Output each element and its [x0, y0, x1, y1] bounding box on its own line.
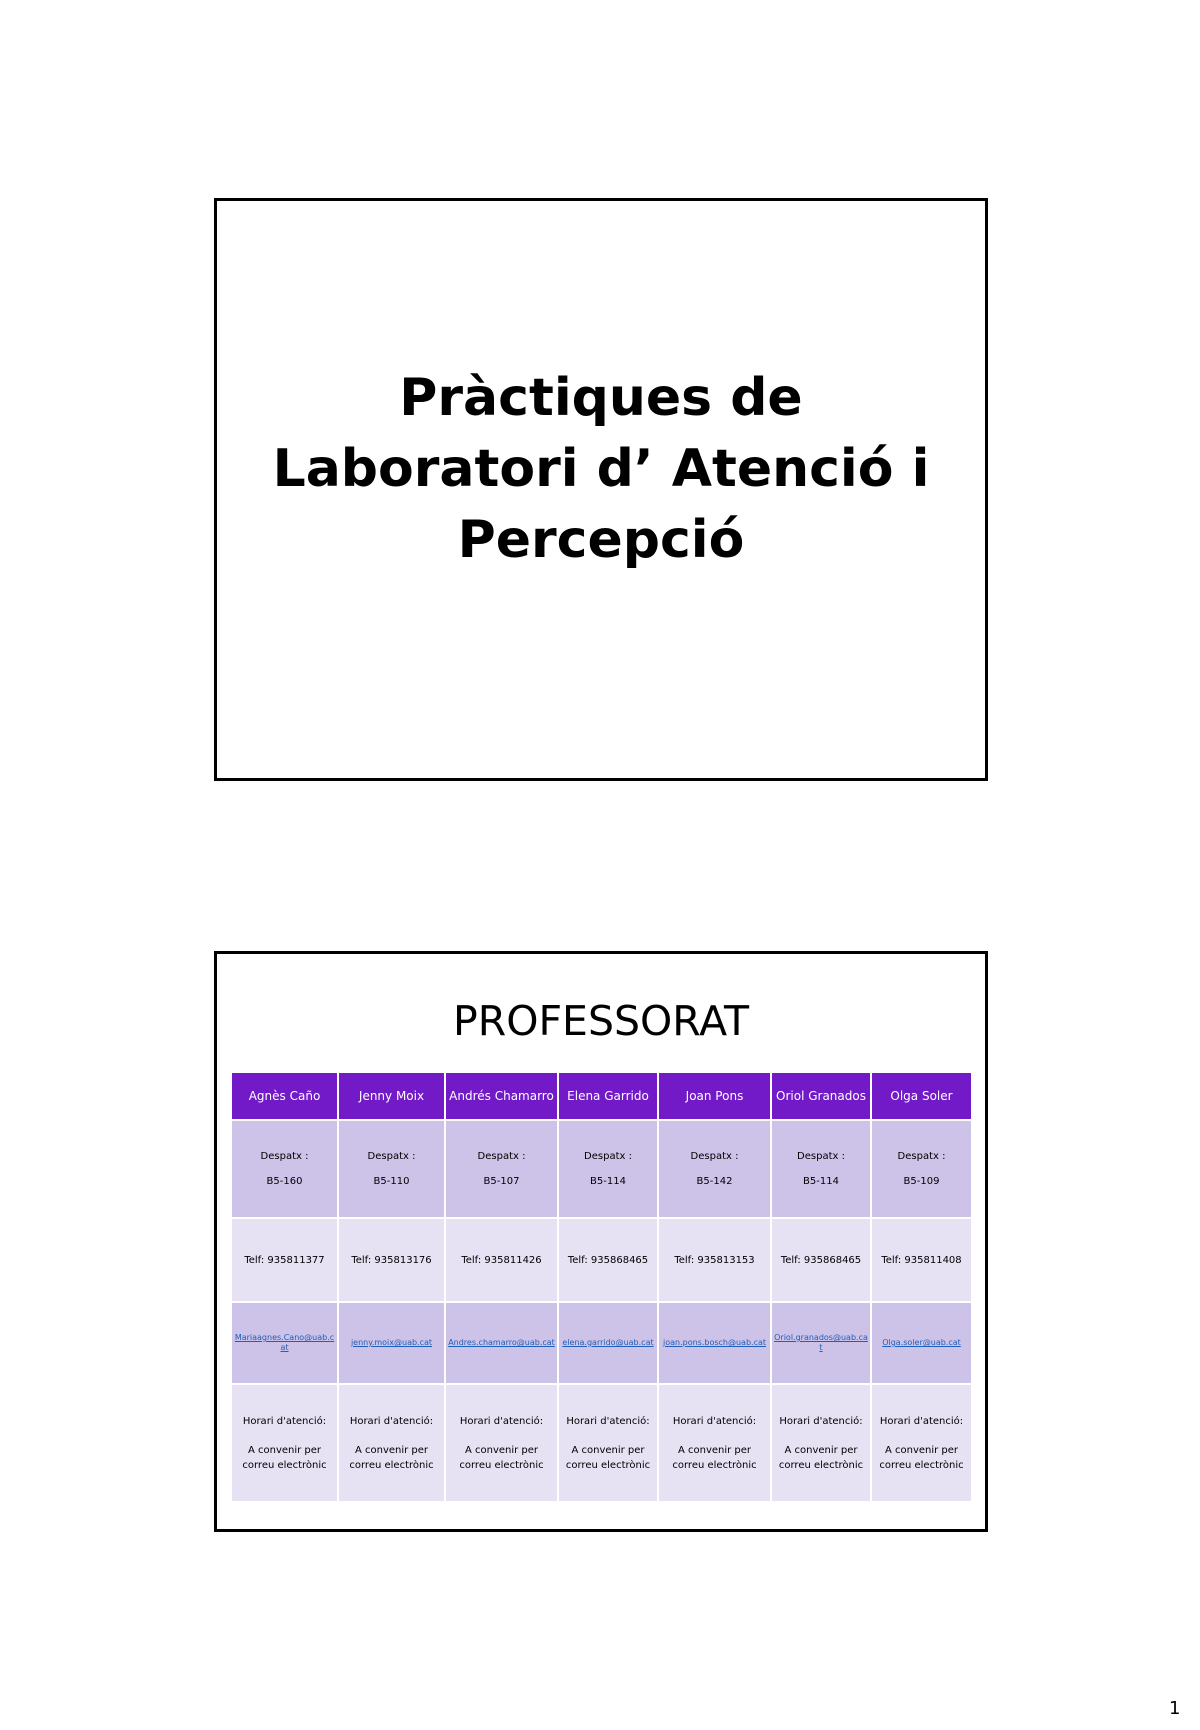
- office-cell: [658, 1120, 771, 1218]
- hours-value: A convenir per: [247, 1444, 322, 1456]
- title-line: Laboratori d’ Atenció i: [272, 439, 930, 499]
- email-link[interactable]: joan.pons.bosch@uab.cat: [662, 1338, 767, 1347]
- header-cell: Andrés Chamarro: [445, 1072, 558, 1120]
- hours-cell: [558, 1384, 658, 1502]
- email-link[interactable]: Andres.chamarro@uab.cat: [448, 1338, 555, 1347]
- email-link[interactable]: Olga.soler@uab.cat: [882, 1338, 961, 1347]
- hours-value: correu electrònic: [459, 1459, 544, 1471]
- header-cell: Elena Garrido: [558, 1072, 658, 1120]
- hours-value: A convenir per: [354, 1444, 429, 1456]
- email-link[interactable]: elena.garrido@uab.cat: [562, 1338, 654, 1347]
- office-label: Despatx :: [897, 1151, 946, 1162]
- hours-cell: [445, 1384, 558, 1502]
- header-cell: Agnès Caño: [231, 1072, 338, 1120]
- title-line: Pràctiques de: [399, 368, 803, 428]
- header-cell: Olga Soler: [871, 1072, 972, 1120]
- hours-label: Horari d'atenció:: [566, 1415, 650, 1427]
- header-cell: Oriol Granados: [771, 1072, 871, 1120]
- office-cell: [771, 1120, 871, 1218]
- office-cell: [231, 1120, 338, 1218]
- phone-cell: Telf: 935811408: [871, 1218, 972, 1302]
- hours-label: Horari d'atenció:: [242, 1415, 327, 1427]
- hours-value: A convenir per: [571, 1444, 645, 1456]
- hours-label: Horari d'atenció:: [349, 1415, 434, 1427]
- header-cell: Jenny Moix: [338, 1072, 445, 1120]
- email-cell: [231, 1302, 338, 1384]
- email-cell: [558, 1302, 658, 1384]
- hours-label: Horari d'atenció:: [459, 1415, 544, 1427]
- office-label: Despatx :: [584, 1151, 632, 1162]
- hours-value: A convenir per: [884, 1444, 959, 1456]
- office-label: Despatx :: [367, 1151, 416, 1162]
- office-label: Despatx :: [797, 1151, 845, 1162]
- email-cell: [338, 1302, 445, 1384]
- office-label: Despatx :: [477, 1151, 526, 1162]
- email-cell: [871, 1302, 972, 1384]
- hours-cell: [871, 1384, 972, 1502]
- office-value: B5-160: [266, 1176, 303, 1187]
- page-number: 1: [1169, 1698, 1181, 1719]
- phone-cell: Telf: 935868465: [558, 1218, 658, 1302]
- hours-label: Horari d'atenció:: [779, 1415, 863, 1427]
- office-cell: [871, 1120, 972, 1218]
- office-cell: [445, 1120, 558, 1218]
- phone-row: [231, 1218, 972, 1302]
- email-row: [231, 1302, 972, 1384]
- office-value: B5-114: [590, 1176, 626, 1187]
- title-line: Percepció: [457, 510, 745, 570]
- hours-value: correu electrònic: [879, 1459, 964, 1471]
- hours-value: correu electrònic: [672, 1459, 757, 1471]
- hours-label: Horari d'atenció:: [672, 1415, 757, 1427]
- header-cell: Joan Pons: [658, 1072, 771, 1120]
- hours-cell: [338, 1384, 445, 1502]
- hours-cell: [658, 1384, 771, 1502]
- office-cell: [338, 1120, 445, 1218]
- office-label: Despatx :: [260, 1151, 309, 1162]
- hours-cell: [231, 1384, 338, 1502]
- office-label: Despatx :: [690, 1151, 739, 1162]
- email-cell: [771, 1302, 871, 1384]
- phone-cell: Telf: 935813153: [658, 1218, 771, 1302]
- professorat-slide: [214, 951, 988, 1532]
- title-slide: [214, 198, 988, 781]
- email-link[interactable]: Oriol.granados@uab.cat: [774, 1333, 868, 1352]
- hours-value: A convenir per: [784, 1444, 858, 1456]
- phone-cell: Telf: 935811377: [231, 1218, 338, 1302]
- hours-value: correu electrònic: [349, 1459, 434, 1471]
- office-value: B5-107: [483, 1176, 520, 1187]
- phone-cell: Telf: 935868465: [771, 1218, 871, 1302]
- hours-label: Horari d'atenció:: [879, 1415, 964, 1427]
- office-value: B5-110: [373, 1176, 410, 1187]
- hours-value: correu electrònic: [778, 1459, 864, 1471]
- office-value: B5-142: [696, 1176, 733, 1187]
- email-link[interactable]: jenny.moix@uab.cat: [350, 1338, 433, 1347]
- slide-title: [217, 363, 985, 576]
- office-cell: [558, 1120, 658, 1218]
- hours-value: correu electrònic: [242, 1459, 327, 1471]
- hours-row: [231, 1384, 972, 1502]
- office-row: [231, 1120, 972, 1218]
- hours-value: correu electrònic: [565, 1459, 651, 1471]
- phone-cell: Telf: 935813176: [338, 1218, 445, 1302]
- slide-heading: PROFESSORAT: [452, 997, 750, 1045]
- email-link[interactable]: Mariaagnes.Cano@uab.cat: [234, 1333, 335, 1352]
- hours-value: A convenir per: [464, 1444, 539, 1456]
- office-value: B5-109: [903, 1176, 940, 1187]
- phone-cell: Telf: 935811426: [445, 1218, 558, 1302]
- hours-cell: [771, 1384, 871, 1502]
- hours-value: A convenir per: [677, 1444, 752, 1456]
- email-cell: [445, 1302, 558, 1384]
- table-header-row: [231, 1072, 972, 1120]
- professor-table: [230, 1071, 973, 1503]
- email-cell: [658, 1302, 771, 1384]
- office-value: B5-114: [803, 1176, 839, 1187]
